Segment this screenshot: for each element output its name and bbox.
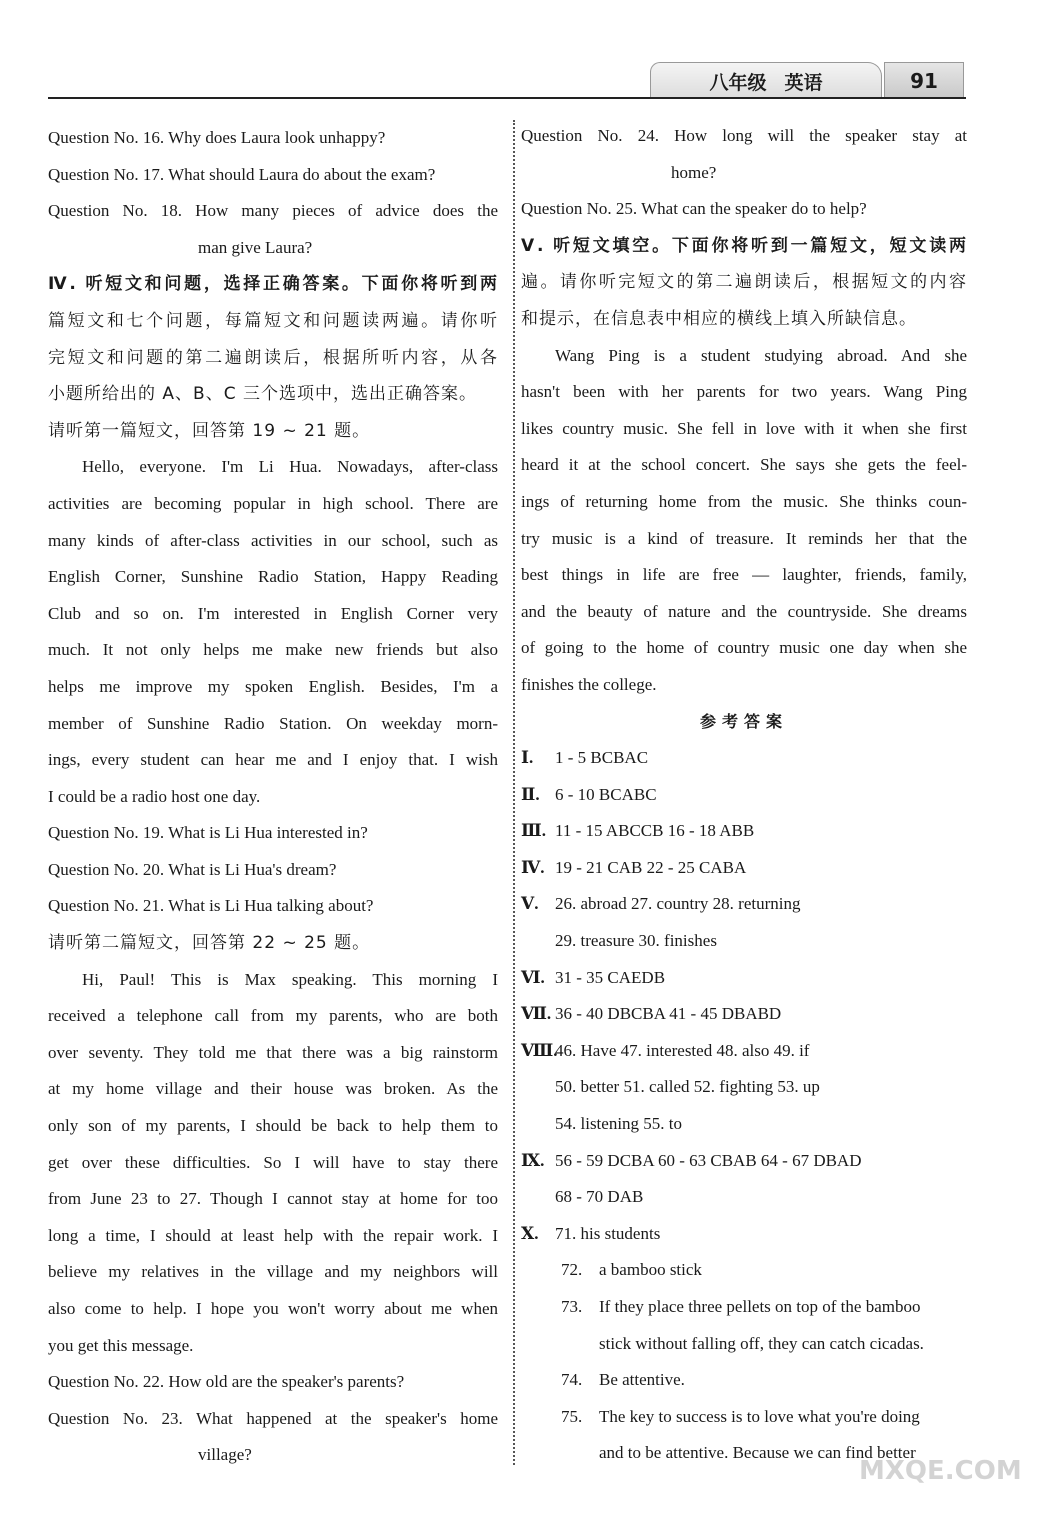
passage-line: Wang Ping is a student studying abroad. And she xyxy=(555,345,967,365)
answer-text: stick without falling off, they can catch cicadas. xyxy=(599,1333,924,1353)
passage-line: believe my relatives in the village and my neighbors will xyxy=(48,1262,498,1282)
answer-list xyxy=(521,740,967,1472)
answer-key: 72. xyxy=(561,1260,583,1280)
answer-text: 26. abroad 27. country 28. returning xyxy=(555,894,801,914)
passage-line: at my home village and their house was broken. As the xyxy=(48,1079,498,1099)
passage-line: received a telephone call from my parents, who are both xyxy=(48,1006,498,1026)
answer-num: Ⅵ. xyxy=(521,967,545,987)
passage-2 xyxy=(48,962,498,1365)
answer-text: The key to success is to love what you're doing xyxy=(599,1406,920,1426)
passage-line: I could be a radio host one day. xyxy=(48,786,261,806)
question-23-cont: village? xyxy=(198,1445,252,1465)
answer-text: 36 - 40 DBCBA 41 - 45 DBABD xyxy=(555,1004,782,1024)
passage-line: try music is a kind of treasure. It reminds her that the xyxy=(521,528,967,548)
passage-line: member of Sunshine Radio Station. On weekday morn- xyxy=(48,713,498,733)
passage-line: likes country music. She fell in love with it when she first xyxy=(521,418,967,438)
answer-num: Ⅸ. xyxy=(521,1150,545,1170)
passage-line: Hello, everyone. I'm Li Hua. Nowadays, after-class xyxy=(82,457,498,477)
passage-line: over seventy. They told me that there was a big rainstorm xyxy=(48,1042,498,1062)
answer-num: Ⅰ. xyxy=(521,748,534,768)
answer-text: 50. better 51. called 52. fighting 53. up xyxy=(555,1077,820,1097)
left-column xyxy=(48,120,498,1474)
answer-num: Ⅶ. xyxy=(521,1004,552,1024)
answer-text: 1 - 5 BCBAC xyxy=(555,748,649,768)
passage-2-intro: 请听第二篇短文，回答第 22 ~ 25 题。 xyxy=(48,933,371,954)
passage-line: heard it at the school concert. She says she gets the feel- xyxy=(521,455,967,475)
passage-line: many kinds of after-class activities in our school, such as xyxy=(48,530,498,550)
answer-text: 11 - 15 ABCCB 16 - 18 ABB xyxy=(555,821,755,841)
passage-line: long a time, I should at least help with the repair work. I xyxy=(48,1225,498,1245)
answer-num xyxy=(521,1106,555,1143)
header-rule xyxy=(48,97,966,99)
section-4-instruction: 完短文和问题的第二遍朗读后，根据所听内容，从各 xyxy=(48,347,498,368)
answer-num: Ⅳ. xyxy=(521,857,545,877)
answer-row xyxy=(521,777,967,814)
passage-line: hasn't been with her parents for two years. Wang Ping xyxy=(521,382,967,402)
answer-num: Ⅱ. xyxy=(521,784,540,804)
answer-text: a bamboo stick xyxy=(599,1260,702,1280)
answer-text: 19 - 21 CAB 22 - 25 CABA xyxy=(555,857,747,877)
question-25: Question No. 25. What can the speaker do to help? xyxy=(521,199,867,219)
section-5-instruction: 遍。请你听完短文的第二遍朗读后，根据短文的内容 xyxy=(521,272,967,293)
answer-num: Ⅴ. xyxy=(521,894,539,914)
header-tab xyxy=(650,62,882,99)
question-18-cont: man give Laura? xyxy=(198,237,313,257)
answers-title: 参考答案 xyxy=(699,711,788,731)
passage-line: Club and so on. I'm interested in English Corner very xyxy=(48,603,498,623)
question-23: Question No. 23. What happened at the speaker's home xyxy=(48,1408,498,1428)
answer-key: 73. xyxy=(561,1297,583,1316)
question-20: Question No. 20. What is Li Hua's dream? xyxy=(48,859,337,879)
question-21: Question No. 21. What is Li Hua talking about? xyxy=(48,896,374,916)
right-column xyxy=(521,118,967,1472)
answer-text: and to be attentive. Because we can find better xyxy=(599,1443,916,1463)
passage-line: also come to help. I hope you won't worry about me when xyxy=(48,1299,498,1318)
passage-1 xyxy=(48,449,498,815)
answer-row xyxy=(521,1179,967,1216)
section-4-instruction: 小题所给出的 A、B、C 三个选项中，选出正确答案。 xyxy=(48,384,477,405)
question-17: Question No. 17. What should Laura do about the exam? xyxy=(48,164,436,184)
answer-text: 56 - 59 DCBA 60 - 63 CBAB 64 - 67 DBAD xyxy=(555,1150,862,1170)
question-24: Question No. 24. How long will the speaker stay at xyxy=(521,126,967,145)
passage-line: only son of my parents, I should be back to help them to xyxy=(48,1116,498,1136)
answer-row xyxy=(521,1106,967,1143)
answer-row xyxy=(521,1216,967,1253)
passage-line: and the beauty of nature and the countryside. She dreams xyxy=(521,601,967,621)
answer-72 xyxy=(521,1252,967,1289)
passage-3 xyxy=(521,338,967,704)
passage-line: helps me improve my spoken English. Besides, I'm a xyxy=(48,676,498,696)
answer-row xyxy=(521,813,967,850)
answer-row xyxy=(521,740,967,777)
passage-line: much. It not only helps me make new friends but also xyxy=(48,640,498,660)
answer-text: 68 - 70 DAB xyxy=(555,1187,644,1207)
answer-text: 71. his students xyxy=(555,1223,661,1243)
question-18: Question No. 18. How many pieces of advice does the xyxy=(48,201,498,221)
passage-line: you get this message. xyxy=(48,1335,194,1355)
passage-line: get over these difficulties. So I will have to stay there xyxy=(48,1152,498,1172)
answer-75 xyxy=(521,1399,967,1436)
passage-line: Hi, Paul! This is Max speaking. This morning I xyxy=(82,969,498,989)
answer-num xyxy=(521,1069,555,1106)
answer-row xyxy=(521,850,967,887)
question-19: Question No. 19. What is Li Hua interested in? xyxy=(48,823,368,843)
page-number: 91 xyxy=(884,62,964,99)
passage-line: best things in life are free — laughter, friends, family, xyxy=(521,565,967,585)
passage-line: activities are becoming popular in high school. There are xyxy=(48,493,498,513)
passage-line: from June 23 to 27. Though I cannot stay at home for too xyxy=(48,1189,498,1209)
passage-line: finishes the college. xyxy=(521,674,657,694)
answer-text: If they place three pellets on top of the bamboo xyxy=(599,1297,921,1316)
answer-num xyxy=(521,923,555,960)
answer-row xyxy=(521,1069,967,1106)
watermark-logo: MXQE.COM xyxy=(859,1456,1022,1486)
column-divider xyxy=(513,120,515,1465)
passage-line: ings of returning home from the music. She thinks coun- xyxy=(521,491,967,511)
section-5-instruction: 和提示，在信息表中相应的横线上填入所缺信息。 xyxy=(521,308,917,329)
answer-row xyxy=(521,1033,967,1070)
section-5-instruction: Ⅴ. 听短文填空。下面你将听到一篇短文，短文读两 xyxy=(521,235,967,256)
answer-row xyxy=(521,996,967,1033)
answer-text: 31 - 35 CAEDB xyxy=(555,967,666,987)
answer-row xyxy=(521,886,967,923)
answer-text: 29. treasure 30. finishes xyxy=(555,931,717,951)
passage-line: English Corner, Sunshine Radio Station, Happy Reading xyxy=(48,567,498,587)
grade-label: 八年级 xyxy=(709,71,767,94)
answer-key: 74. xyxy=(561,1370,583,1390)
answer-row xyxy=(521,923,967,960)
answer-74 xyxy=(521,1362,967,1399)
answer-num: Ⅹ. xyxy=(521,1223,539,1243)
answer-73 xyxy=(521,1289,967,1326)
answer-73-cont xyxy=(521,1326,967,1363)
answer-num: Ⅲ. xyxy=(521,821,546,841)
question-16: Question No. 16. Why does Laura look unhappy? xyxy=(48,128,386,147)
answer-text: Be attentive. xyxy=(599,1370,685,1390)
passage-1-intro: 请听第一篇短文，回答第 19 ~ 21 题。 xyxy=(48,420,371,441)
answer-row xyxy=(521,1143,967,1180)
answer-row xyxy=(521,960,967,997)
subject-label: 英语 xyxy=(784,71,823,94)
passage-line: of going to the home of country music one day when she xyxy=(521,638,967,658)
answer-text: 6 - 10 BCABC xyxy=(555,784,657,804)
answer-num xyxy=(521,1179,555,1216)
passage-line: ings, every student can hear me and I enjoy that. I wish xyxy=(48,750,498,770)
answer-text: 54. listening 55. to xyxy=(555,1114,683,1134)
answer-num: Ⅷ. xyxy=(521,1040,558,1060)
section-4-instruction: Ⅳ. 听短文和问题，选择正确答案。下面你将听到两 xyxy=(48,274,498,295)
answer-text: 46. Have 47. interested 48. also 49. if xyxy=(555,1040,810,1060)
question-22: Question No. 22. How old are the speaker's parents? xyxy=(48,1372,405,1392)
question-24-cont: home? xyxy=(671,162,717,182)
answer-key: 75. xyxy=(561,1406,583,1426)
section-4-instruction: 篇短文和七个问题，每篇短文和问题读两遍。请你听 xyxy=(48,310,498,331)
